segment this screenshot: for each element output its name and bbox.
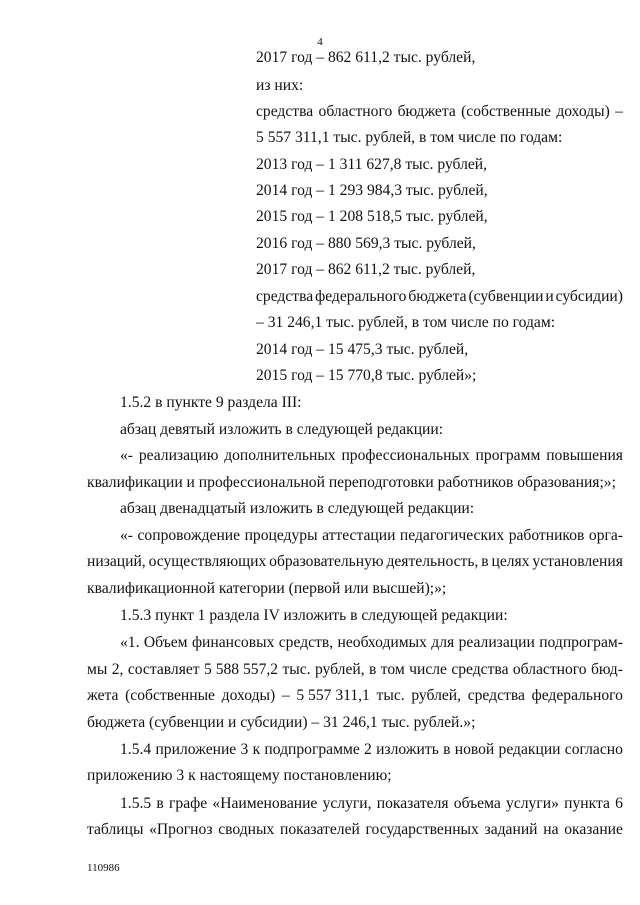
text-fragment: работников [508,527,585,544]
text-fragment: субсидии) [555,288,623,305]
text-line: 2015 год – 15 770,8 тыс. рублей»; [256,367,477,384]
text-fragment: «Наименование [212,795,318,812]
quote-line: квалификации и профессиональной переподготовки работников образования;»; [87,474,616,491]
text-line: абзац девятый изложить в следующей редакции: [120,421,444,438]
text-fragment: «1. [120,634,140,651]
text-fragment: заданий [484,821,538,838]
text-fragment: оказание [564,821,623,838]
text-fragment: государственных [365,821,479,838]
text-fragment: Объем [143,634,188,651]
quote-line [87,552,623,572]
text-fragment: том [380,661,405,678]
text-fragment: бюд- [590,661,623,678]
text-line [120,740,623,760]
text-line: 2015 год – 1 208 518,5 тыс. рублей, [256,208,488,225]
text-fragment: и [545,288,554,305]
text-fragment: 1.5.4 [120,741,152,758]
text-fragment: бюджета [408,288,467,305]
text-fragment: новой [454,741,495,758]
text-fragment: средств, [278,634,334,651]
text-line: 2014 год – 15 475,3 тыс. рублей, [256,341,469,358]
text-fragment: графе [169,795,208,812]
text-fragment: «- [120,447,133,464]
text-fragment: показателя [376,795,449,812]
text-fragment: в [481,553,489,570]
text-fragment: жета [87,687,119,704]
quote-line [120,633,623,653]
text-fragment: областного [318,103,393,120]
text-fragment: программ [475,447,541,464]
text-fragment: финансовых [191,634,275,651]
quote-line [120,446,623,466]
text-line [87,820,623,840]
text-fragment: 2, [111,661,124,678]
text-fragment: услуги, [322,795,372,812]
text-line [256,287,623,307]
text-fragment: (собственные [125,687,215,704]
quote-line [87,660,623,680]
text-fragment: федерального [531,687,623,704]
text-line [120,794,623,814]
text-fragment: средства [467,687,525,704]
text-fragment: составляет [127,661,200,678]
text-line: из них: [256,77,304,94]
text-fragment: средства [256,103,314,120]
text-fragment: числе [409,661,447,678]
text-fragment: услуги» [506,795,559,812]
quote-line: бюджета (субвенции и субсидии) – 31 246,1 тыс. рублей.»; [87,714,476,731]
text-fragment: 5 557 311,1 [296,687,370,704]
text-fragment: согласно [564,741,623,758]
section-heading: 1.5.2 в пункте 9 раздела III: [120,394,302,411]
text-fragment: бюджета [397,103,456,120]
text-fragment: доходы) [556,103,610,120]
text-line: абзац двенадцатый изложить в следующей редакции: [120,500,475,517]
text-fragment: изложить [376,741,439,758]
text-fragment: образовательную [269,553,384,570]
text-fragment: дополнительных [224,447,336,464]
text-fragment: пункта [564,795,610,812]
text-fragment: доходы) [221,687,276,704]
text-line: 2014 год – 1 293 984,3 тыс. рублей, [256,182,488,199]
text-fragment: 1.5.5 [120,795,152,812]
text-fragment: средства [451,661,509,678]
text-fragment: осуществляющих [148,553,267,570]
text-fragment: приложение [155,741,237,758]
text-line: 5 557 311,1 тыс. рублей, в том числе по годам: [256,129,563,146]
text-line: 2017 год – 862 611,2 тыс. рублей, [256,261,476,278]
text-fragment: реализацию [138,447,219,464]
text-fragment: 3 [240,741,249,758]
text-fragment: установления [532,553,623,570]
text-line: приложению 3 к настоящему постановлению; [87,767,392,784]
text-fragment: аттестации [322,527,396,544]
text-fragment: тыс. [282,661,311,678]
text-fragment: (собственные [461,103,551,120]
text-line: 2013 год – 1 311 627,8 тыс. рублей, [256,156,488,173]
text-fragment: «- [120,527,133,544]
text-fragment: 5 588 557,2 [204,661,279,678]
text-fragment: для [431,634,455,651]
text-line [256,102,623,122]
text-fragment: редакции [498,741,561,758]
text-fragment: федерального [315,288,407,305]
text-fragment: тыс. [376,687,405,704]
text-fragment: подпрограм- [539,634,623,651]
text-fragment: 6 [615,795,623,812]
section-heading: 1.5.3 пункт 1 раздела IV изложить в следующей редакции: [120,607,508,624]
quote-line [87,686,623,706]
text-fragment: орга- [588,527,623,544]
text-fragment: средства [256,288,314,305]
document-code: 110986 [87,862,120,874]
text-fragment: реализации [458,634,535,651]
text-fragment: к [252,741,261,758]
text-fragment: «Прогноз [149,821,213,838]
text-fragment: объема [453,795,501,812]
text-fragment: профессиональных [341,447,470,464]
text-fragment: мы [87,661,108,678]
text-fragment: – [281,687,290,704]
text-fragment: процедуры [244,527,318,544]
quote-line [120,526,623,546]
text-fragment: в [156,795,164,812]
text-fragment: на [543,821,559,838]
text-fragment: целях [491,553,530,570]
quote-line: квалификационной категории (первой или высшей);»; [87,580,447,597]
text-fragment: деятельность, [386,553,479,570]
text-fragment: (субвенции [468,288,544,305]
text-fragment: таблицы [87,821,144,838]
text-fragment: 2 [364,741,372,758]
text-line: – 31 246,1 тыс. рублей, в том числе по годам: [256,314,556,331]
text-fragment: в [443,741,451,758]
text-fragment: педагогических [399,527,505,544]
text-fragment: в [369,661,377,678]
text-line: 2017 год – 862 611,2 тыс. рублей, [256,49,476,66]
text-fragment: рублей, [314,661,365,678]
text-line: 2016 год – 880 569,3 тыс. рублей, [256,235,476,252]
text-fragment: низаций, [87,553,146,570]
text-fragment: показателей [279,821,360,838]
text-fragment: рублей, [411,687,462,704]
page-number: 4 [317,36,323,48]
text-fragment: – [615,103,623,120]
text-fragment: повышения [546,447,623,464]
text-fragment: необходимых [337,634,427,651]
text-fragment: подпрограмме [264,741,360,758]
text-fragment: областного [512,661,587,678]
text-fragment: сводных [218,821,275,838]
text-fragment: сопровождение [137,527,241,544]
